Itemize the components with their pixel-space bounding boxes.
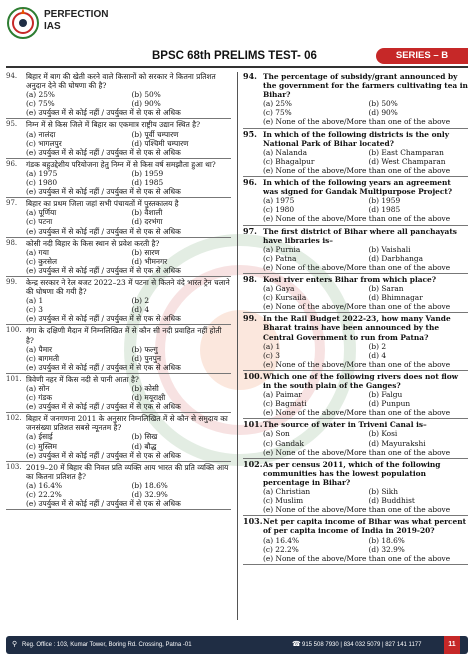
answer-option: (a) 16.4% — [26, 480, 63, 490]
question-text: Net per capita income of Bihar was what percent of per capita income of India in 2019-20? — [263, 517, 467, 536]
question-number: 100. — [6, 326, 22, 335]
answer-option: (a) नालंदा — [26, 129, 56, 139]
page-header — [0, 0, 474, 70]
question-item — [6, 239, 231, 275]
question-item — [6, 160, 231, 196]
question-separator — [6, 412, 231, 413]
option-list — [263, 245, 468, 272]
answer-option: (d) पुनपुन — [131, 353, 161, 363]
answer-option: (b) सारण — [131, 247, 160, 257]
answer-option: (a) पूर्णिया — [26, 208, 57, 218]
question-text: In which of the following districts is the only National Park of Bihar located? — [263, 129, 449, 148]
answer-option: (c) 22.2% — [263, 544, 299, 554]
question-item — [6, 278, 231, 323]
answer-option: (a) गया — [26, 247, 49, 257]
question-item — [243, 420, 468, 456]
answer-option: (c) भागलपुर — [26, 138, 62, 148]
question-item — [6, 375, 231, 411]
question-text: बिहार में जनगणना 2011 के अनुसार निम्नलिखित में से कौन से समुदाय का जनसंख्या प्रतिशत सबसे न्यूनतम है? — [26, 414, 228, 433]
answer-option-e: (e) उपर्युक्त में से कोई नहीं / उपर्युक्त में से एक से अधिक — [26, 187, 181, 197]
answer-option: (c) 75% — [26, 99, 55, 109]
answer-option-e: (e) उपर्युक्त में से कोई नहीं / उपर्युक्त में से एक से अधिक — [26, 402, 181, 412]
answer-option: (a) 1 — [263, 341, 281, 351]
answer-option: (c) 1980 — [263, 205, 295, 215]
answer-option-e: (e) उपर्युक्त में से कोई नहीं / उपर्युक्त में से एक से अधिक — [26, 226, 181, 236]
question-number: 94. — [6, 72, 18, 80]
question-text: As per census 2011, which of the following communities has the lowest population percentage in Bihar? — [263, 459, 441, 487]
answer-option: (c) 75% — [263, 108, 292, 118]
question-item — [6, 414, 231, 459]
question-separator — [243, 273, 468, 274]
answer-option-e: (e) None of the above/More than one of the above — [263, 214, 451, 224]
option-list — [263, 196, 468, 223]
question-separator — [6, 461, 231, 462]
question-separator — [6, 118, 231, 119]
question-item — [6, 463, 231, 508]
question-item — [6, 72, 231, 117]
answer-option-e: (e) उपर्युक्त में से कोई नहीं / उपर्युक्त में से एक से अधिक — [26, 108, 181, 118]
question-separator — [243, 176, 468, 177]
option-list — [263, 342, 468, 369]
question-separator — [6, 509, 231, 510]
question-number: 94. — [243, 71, 257, 81]
answer-option: (d) 90% — [368, 108, 398, 118]
question-number: 102. — [6, 414, 22, 423]
answer-option: (c) 3 — [263, 350, 280, 360]
answer-option: (a) Gaya — [263, 284, 295, 294]
question-separator — [243, 128, 468, 129]
question-separator — [6, 197, 231, 198]
perfection-ias-logo — [6, 6, 40, 40]
question-text: In which of the following years an agreement was signed for Gandak Multipurpose Project? — [263, 178, 453, 197]
answer-option: (a) 25% — [26, 90, 55, 100]
answer-option-e: (e) None of the above/More than one of the above — [263, 408, 451, 418]
question-separator — [6, 324, 231, 325]
question-item — [6, 120, 231, 156]
english-question-column — [243, 72, 468, 566]
option-list — [263, 99, 468, 126]
question-item — [243, 178, 468, 223]
answer-option: (d) 1985 — [368, 205, 401, 215]
question-text: 2019–20 में बिहार की निवल प्रति व्यक्ति आय भारत की प्रति व्यक्ति आय का कितना प्रतिशत है? — [26, 462, 229, 481]
option-list — [26, 432, 231, 459]
answer-option: (b) 50% — [131, 90, 161, 100]
answer-option: (c) 22.2% — [26, 490, 62, 500]
answer-option: (b) 1959 — [131, 168, 164, 178]
answer-option: (a) 1975 — [26, 168, 58, 178]
answer-option: (c) पटना — [26, 217, 53, 227]
question-text: कोसी नदी बिहार के किस स्थान से प्रवेश करती है? — [26, 238, 160, 248]
answer-option: (a) Son — [263, 429, 290, 439]
question-text: The first district of Bihar where all panchayats have libraries is– — [263, 226, 457, 245]
question-separator — [6, 276, 231, 277]
question-text: The percentage of subsidy/grant announced by the government for the farmers cultivating tea in Bihar? — [263, 72, 468, 100]
answer-option: (c) Bagmati — [263, 399, 307, 409]
answer-option: (a) सोन — [26, 384, 50, 393]
option-list — [26, 208, 231, 235]
question-text: गंडक बहुउद्देशीय परियोजना हेतु निम्न में से किस वर्ष समझौता हुआ था? — [26, 159, 216, 169]
question-text: In the Rail Budget 2022-23, how many Vande Bharat trains have been announced by the Central Government to run from Patna? — [263, 314, 451, 342]
answer-option-e: (e) None of the above/More than one of the above — [263, 262, 451, 272]
question-number: 98. — [6, 238, 18, 247]
question-separator — [243, 312, 468, 313]
series-badge: SERIES – B — [376, 48, 468, 64]
answer-option: (b) Falgu — [368, 390, 403, 400]
answer-option: (d) West Champaran — [368, 156, 446, 166]
option-list — [263, 429, 468, 456]
answer-option: (d) 4 — [368, 350, 387, 360]
question-number: 99. — [243, 313, 257, 324]
answer-option: (d) 32.9% — [131, 490, 168, 500]
option-list — [26, 481, 231, 508]
answer-option: (b) 50% — [368, 99, 398, 109]
option-list — [26, 248, 231, 275]
answer-option: (d) Buddhist — [368, 496, 415, 506]
brand-line-1: PERFECTION — [44, 9, 109, 20]
footer-bar — [6, 636, 468, 654]
answer-option: (d) बौद्ध — [131, 441, 157, 451]
option-list — [263, 487, 468, 514]
answer-option: (a) 1975 — [263, 196, 295, 206]
question-item — [243, 372, 468, 417]
answer-option-e: (e) उपर्युक्त में से कोई नहीं / उपर्युक्त में से एक से अधिक — [26, 265, 181, 275]
option-list — [263, 284, 468, 311]
answer-option: (d) Darbhanga — [368, 253, 424, 263]
answer-option: (d) 90% — [131, 99, 161, 109]
answer-option: (c) 3 — [26, 305, 43, 315]
question-text: Kosi river enters Bihar from which place? — [263, 274, 437, 284]
answer-option: (b) 18.6% — [131, 480, 168, 490]
answer-option-e: (e) उपर्युक्त में से कोई नहीं / उपर्युक्त में से एक से अधिक — [26, 499, 181, 509]
answer-option: (b) 18.6% — [368, 535, 405, 545]
answer-option: (d) भीमनगर — [131, 256, 168, 266]
brand-line-2: IAS — [44, 21, 61, 32]
header-divider — [6, 66, 468, 68]
option-list — [26, 130, 231, 157]
question-separator — [243, 370, 468, 371]
answer-option-e: (e) उपर्युक्त में से कोई नहीं / उपर्युक्त में से एक से अधिक — [26, 450, 181, 460]
question-item — [243, 460, 468, 515]
option-list — [26, 345, 231, 372]
answer-option: (a) पैमार — [26, 344, 53, 354]
question-number: 100. — [243, 370, 263, 381]
answer-option: (a) 16.4% — [263, 535, 300, 545]
question-separator — [6, 373, 231, 374]
question-text: बिहार में बाग की खेती करने वाले किसानों को सरकार ने कितना प्रतिशत अनुदान देने की घोषणा की है? — [26, 72, 216, 91]
answer-option: (c) Bhagalpur — [263, 156, 315, 166]
office-address: Reg. Office : 103, Kumar Tower, Boring Rd. Crossing, Patna -01 — [22, 642, 192, 648]
answer-option: (d) मयूराक्षी — [131, 393, 166, 403]
question-text: The source of water in Triveni Canal is– — [263, 420, 427, 430]
question-number: 101. — [243, 419, 263, 430]
answer-option-e: (e) None of the above/More than one of the above — [263, 553, 451, 563]
question-number: 101. — [6, 374, 22, 383]
question-item — [243, 275, 468, 311]
location-pin-icon: ⚲ — [12, 641, 18, 648]
answer-option: (b) 2 — [368, 341, 387, 351]
option-list — [263, 390, 468, 417]
question-separator — [243, 458, 468, 459]
answer-option: (b) Vaishali — [368, 244, 411, 254]
question-number: 96. — [243, 177, 257, 188]
question-separator — [6, 158, 231, 159]
option-list — [263, 536, 468, 563]
question-item — [6, 199, 231, 235]
question-text: गंगा के दक्षिणी मैदान में निम्नलिखित में से कौन सी नदी प्रवाहित नहीं होती है? — [26, 326, 222, 345]
answer-option-e: (e) None of the above/More than one of the above — [263, 447, 451, 457]
answer-option: (b) फल्गु — [131, 344, 158, 354]
answer-option-e: (e) None of the above/More than one of the above — [263, 165, 451, 175]
question-text: केन्द्र सरकार ने रेल बजट 2022–23 में पटना से कितने वंदे भारत ट्रेन चलाने की घोषणा की गयी है? — [26, 277, 230, 297]
question-separator — [243, 225, 468, 226]
answer-option: (c) कुरसेल — [26, 256, 57, 266]
answer-option-e: (e) None of the above/More than one of the above — [263, 505, 451, 515]
answer-option: (a) Christian — [263, 487, 311, 497]
answer-option: (d) 1985 — [131, 178, 164, 188]
option-list — [26, 296, 231, 323]
answer-option: (b) पूर्वी चम्पारण — [131, 129, 179, 139]
answer-option: (b) East Champaran — [368, 147, 444, 157]
answer-option: (c) Muslim — [263, 496, 304, 506]
test-title: BPSC 68th PRELIMS TEST- 06 — [152, 50, 317, 62]
option-list — [26, 384, 231, 411]
answer-option-e: (e) उपर्युक्त में से कोई नहीं / उपर्युक्त में से एक से अधिक — [26, 147, 181, 157]
answer-option: (c) Patna — [263, 253, 297, 263]
answer-option: (b) सिख — [131, 432, 158, 442]
answer-option-e: (e) None of the above/More than one of the above — [263, 359, 451, 369]
option-list — [26, 90, 231, 117]
brand-name — [44, 9, 108, 33]
question-item — [243, 72, 468, 127]
answer-option: (d) दरभंगा — [131, 217, 163, 227]
page-footer — [0, 624, 474, 670]
answer-option: (b) वैशाली — [131, 208, 163, 218]
question-number: 97. — [243, 225, 257, 236]
question-text: त्रिवेणी नहर में किस नदी से पानी आता है? — [26, 374, 139, 384]
answer-option-e: (e) उपर्युक्त में से कोई नहीं / उपर्युक्त में से एक से अधिक — [26, 314, 181, 324]
question-separator — [243, 564, 468, 565]
answer-option-e: (e) None of the above/More than one of the above — [263, 302, 451, 312]
answer-option: (c) बागमती — [26, 353, 60, 363]
answer-option: (a) ईसाई — [26, 432, 53, 442]
answer-option: (c) Gandak — [263, 438, 304, 448]
answer-option: (c) Kursaila — [263, 293, 307, 303]
answer-option: (b) Saran — [368, 284, 404, 294]
question-number: 95. — [243, 128, 257, 139]
answer-option: (c) 1980 — [26, 178, 58, 188]
hindi-question-column — [6, 72, 231, 511]
question-text: बिहार का प्रथम जिला जहां सभी पंचायतों में पुस्तकालय है — [26, 199, 179, 209]
question-number: 95. — [6, 120, 18, 129]
question-item — [243, 130, 468, 175]
question-separator — [243, 418, 468, 419]
column-divider — [237, 72, 238, 620]
answer-option: (b) कोसी — [131, 384, 159, 393]
answer-option: (a) Purnia — [263, 244, 301, 254]
option-list — [26, 169, 231, 196]
answer-option: (d) Bhimnagar — [368, 293, 423, 303]
question-text: Which one of the following rivers does not flow in the south plain of the Ganges? — [263, 371, 459, 390]
page-number: 11 — [444, 636, 460, 654]
question-number: 102. — [243, 458, 263, 469]
phone-icon: ☎ — [292, 641, 301, 648]
phone-numbers: 915 508 7930 | 834 032 5079 | 827 141 1177 — [302, 642, 422, 648]
question-number: 99. — [6, 277, 18, 286]
question-number: 103. — [6, 462, 22, 471]
question-text: निम्न में से किस जिले में बिहार का एकमात्र राष्ट्रीय उद्यान स्थित है? — [26, 120, 201, 130]
question-number: 96. — [6, 159, 18, 168]
answer-option: (a) 1 — [26, 296, 44, 306]
answer-option: (a) Nalanda — [263, 147, 308, 157]
answer-option: (b) 2 — [131, 296, 150, 306]
question-item — [243, 517, 468, 562]
answer-option-e: (e) उपर्युक्त में से कोई नहीं / उपर्युक्त में से एक से अधिक — [26, 362, 181, 372]
question-number: 98. — [243, 273, 257, 284]
question-item — [243, 227, 468, 272]
answer-option: (a) 25% — [263, 99, 292, 109]
question-item — [6, 326, 231, 371]
question-separator — [243, 515, 468, 516]
answer-option: (d) Punpun — [368, 399, 411, 409]
answer-option: (b) Sikh — [368, 487, 399, 497]
question-number: 103. — [243, 516, 263, 527]
question-separator — [6, 237, 231, 238]
answer-option: (c) मुस्लिम — [26, 441, 57, 451]
answer-option: (c) गंडक — [26, 393, 53, 403]
answer-option: (d) 4 — [131, 305, 150, 315]
answer-option-e: (e) None of the above/More than one of the above — [263, 117, 451, 127]
answer-option: (b) Kosi — [368, 429, 398, 439]
answer-option: (a) Paimar — [263, 390, 302, 400]
answer-option: (d) 32.9% — [368, 544, 405, 554]
answer-option: (b) 1959 — [368, 196, 401, 206]
question-item — [243, 314, 468, 369]
answer-option: (d) पश्चिमी चम्पारण — [131, 138, 189, 148]
question-number: 97. — [6, 199, 18, 208]
answer-option: (d) Mayurakshi — [368, 438, 426, 448]
option-list — [263, 148, 468, 175]
